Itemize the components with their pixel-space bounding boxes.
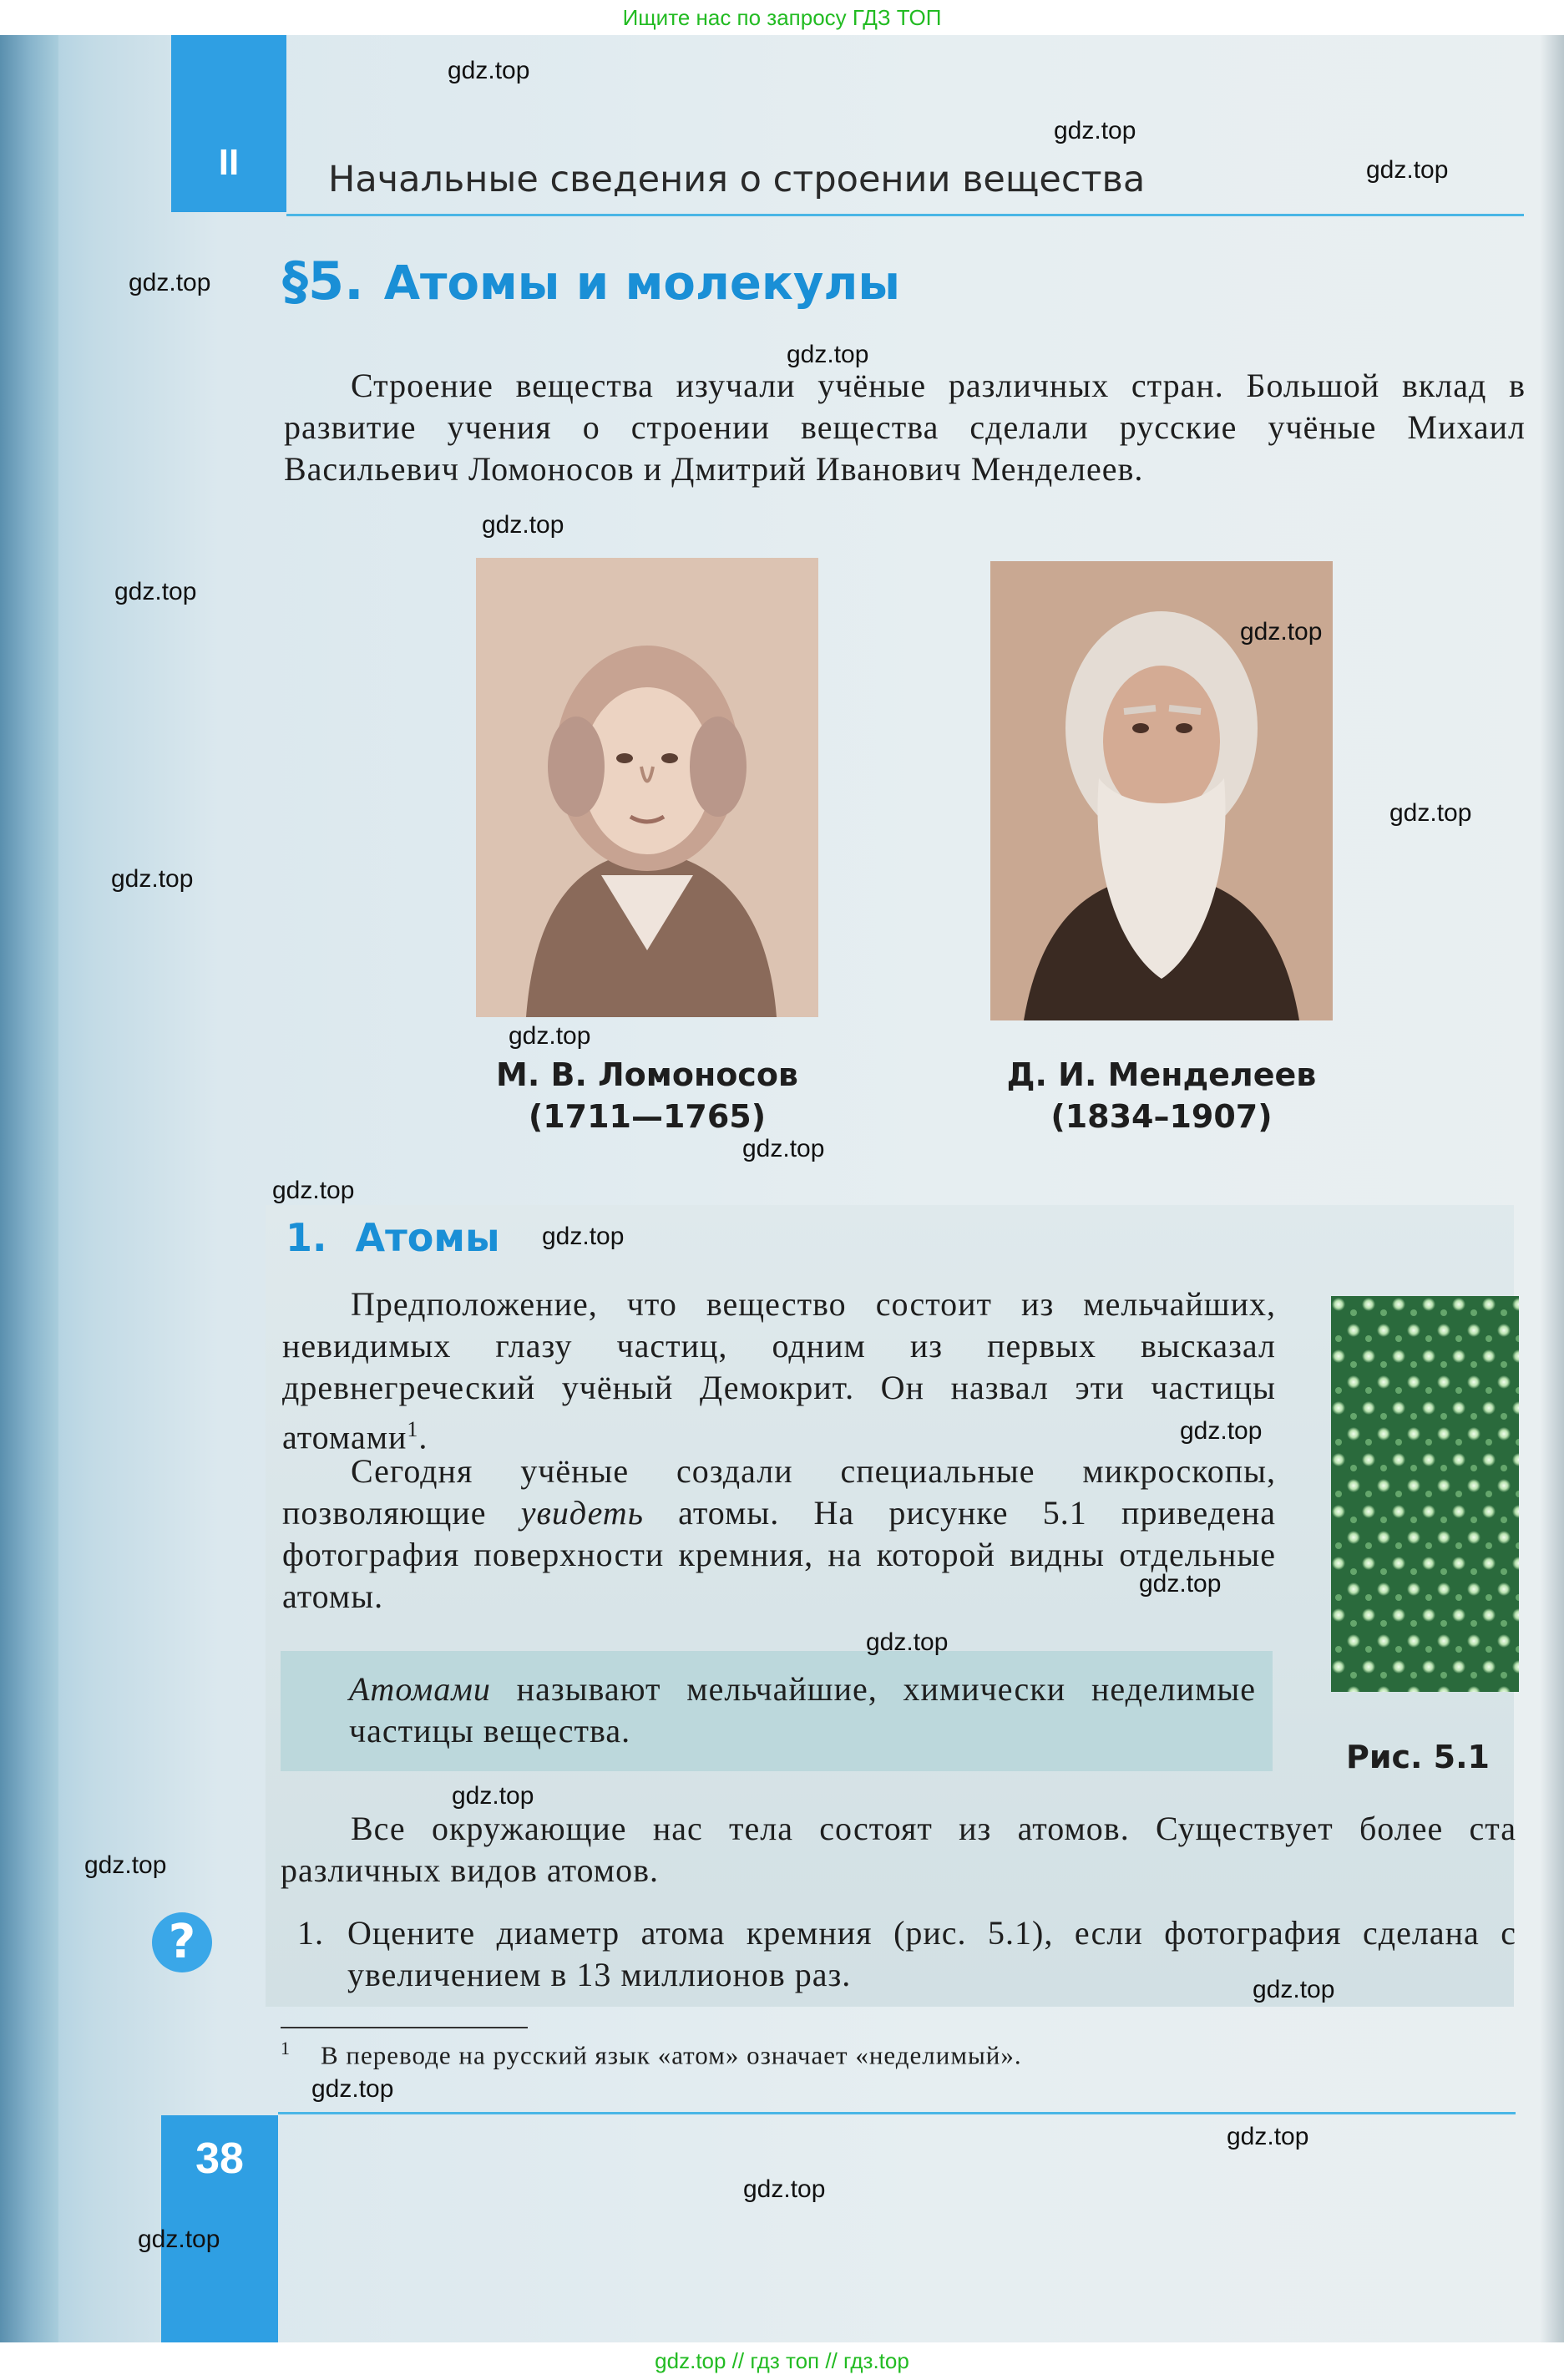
watermark-text: gdz.top <box>787 341 869 368</box>
definition-rest: называют мельчайшие, химически неделимые частицы вещества. <box>349 1670 1256 1750</box>
question-icon: ? <box>152 1912 212 1972</box>
footnote-rule <box>281 2027 528 2028</box>
p2-italic: увидеть <box>520 1494 644 1532</box>
silicon-atoms-image <box>1331 1296 1519 1692</box>
p1-end: . <box>418 1418 428 1456</box>
section-paragraph-3: Все окружающие нас тела состоят из атомов. Существует более ста различных видов атомов. <box>281 1810 1516 1889</box>
footnote-text: В переводе на русский язык «атом» означает «неделимый». <box>321 2040 1022 2070</box>
watermark-text: gdz.top <box>1253 1976 1335 2003</box>
figure-silicon-atoms <box>1331 1296 1519 1692</box>
watermark-text: gdz.top <box>542 1223 625 1250</box>
page-right-edge <box>1541 35 1564 2342</box>
watermark-text: gdz.top <box>1180 1417 1263 1445</box>
watermark-text: gdz.top <box>743 2175 826 2203</box>
paragraph-heading <box>282 251 900 311</box>
watermark-text: gdz.top <box>138 2226 220 2253</box>
chapter-number: II <box>218 142 240 183</box>
watermark-text: gdz.top <box>742 1135 825 1162</box>
section-title: Атомы <box>355 1215 500 1260</box>
watermark-text: gdz.top <box>1240 618 1323 646</box>
p2-end: атомы. На рисунке 5.1 приведена фотография поверхности кремния, на которой видны отдельные атомы. <box>282 1494 1276 1615</box>
footnote-mark: 1 <box>281 2038 291 2058</box>
paragraph-symbol: §5. <box>282 251 364 311</box>
question-text: Оцените диаметр атома кремния (рис. 5.1), если фотография сделана с увеличением в 13 миллионов раз. <box>347 1914 1516 1993</box>
p2-start: Сегодня учёные создали специальные микроскопы, позволяющие <box>282 1452 1276 1532</box>
watermark-text: gdz.top <box>311 2075 394 2103</box>
watermark-text: gdz.top <box>129 269 211 296</box>
watermark-text: gdz.top <box>1054 117 1136 144</box>
lomonosov-name: М. В. Ломоносов <box>496 1056 798 1093</box>
lomonosov-portrait-illustration <box>476 558 818 1017</box>
lomonosov-caption <box>434 1054 860 1137</box>
watermark-text: gdz.top <box>111 865 194 893</box>
watermark-text: gdz.top <box>482 511 564 539</box>
lomonosov-years: (1711—1765) <box>528 1098 767 1135</box>
mendeleev-name: Д. И. Менделеев <box>1006 1056 1317 1093</box>
watermark-text: gdz.top <box>1389 799 1472 827</box>
chapter-title: Начальные сведения о строении вещества <box>328 159 1146 200</box>
footnote-ref: 1 <box>407 1417 419 1441</box>
watermark-text: gdz.top <box>1366 156 1449 184</box>
page-left-edge <box>0 35 58 2342</box>
definition-term: Атомами <box>349 1670 491 1708</box>
section-number: 1. <box>286 1215 327 1260</box>
section-heading <box>286 1215 500 1260</box>
question-number: 1. <box>297 1914 324 1952</box>
definition-text <box>349 1669 1256 1752</box>
lomonosov-portrait <box>476 558 818 1017</box>
watermark-text: gdz.top <box>1139 1570 1222 1598</box>
paragraph-title: Атомы и молекулы <box>383 256 901 311</box>
watermark-text: gdz.top <box>866 1628 949 1656</box>
watermark-text: gdz.top <box>84 1851 167 1879</box>
watermark-text: gdz.top <box>452 1782 534 1810</box>
header-rule <box>286 214 1524 216</box>
mendeleev-caption <box>965 1054 1358 1137</box>
footer-rule <box>278 2112 1516 2114</box>
section-paragraph-1 <box>282 1284 1276 1458</box>
bottom-banner[interactable]: gdz.top // гдз топ // гдз.top <box>655 2348 909 2373</box>
section-paragraph-2 <box>282 1451 1276 1618</box>
intro-paragraph: Строение вещества изучали учёные различных стран. Большой вклад в развитие учения о строении вещества сделали русские учёные Михаил Васильевич Ломоносов и Дмитрий Иванович Менделеев. <box>284 367 1526 488</box>
p1-main: Предположение, что вещество состоит из мельчайших, невидимых глазу частиц, одним из первых высказал древнегреческий учёный Демокрит. Он назвал эти частицы атомами <box>282 1285 1276 1456</box>
mendeleev-years: (1834–1907) <box>1050 1098 1273 1135</box>
watermark-text: gdz.top <box>1227 2123 1309 2150</box>
watermark-text: gdz.top <box>509 1022 591 1050</box>
figure-caption: Рис. 5.1 <box>1346 1739 1490 1775</box>
page-number: 38 <box>195 2134 244 2183</box>
top-banner[interactable]: Ищите нас по запросу ГДЗ ТОП <box>622 5 942 30</box>
watermark-text: gdz.top <box>272 1177 355 1204</box>
chapter-tab <box>171 35 286 212</box>
footnote <box>281 2038 1022 2070</box>
watermark-text: gdz.top <box>448 57 530 84</box>
watermark-text: gdz.top <box>114 578 197 605</box>
